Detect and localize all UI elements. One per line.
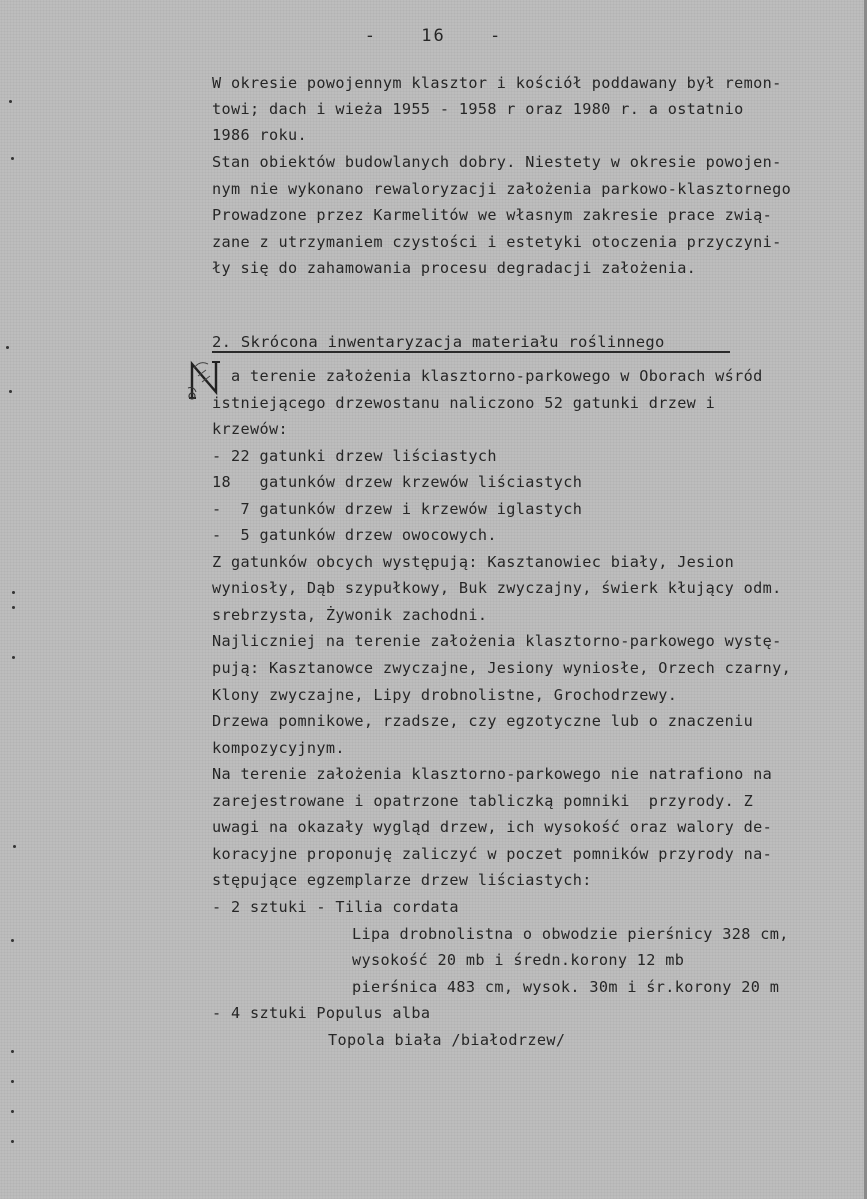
body-line: Na terenie założenia klasztorno-parkowego nie natrafiono na (212, 765, 773, 783)
body-line: kompozycyjnym. (212, 739, 345, 757)
body-line: pują: Kasztanowce zwyczajne, Jesiony wyniosłe, Orzech czarny, (212, 659, 792, 677)
list-item: - 7 gatunków drzew i krzewów iglastych (212, 500, 583, 518)
body-line: zarejestrowane i opatrzone tabliczką pomniki przyrody. Z (212, 792, 754, 810)
body-line: srebrzysta, Żywonik zachodni. (212, 606, 488, 624)
paragraph-line: W okresie powojennym klasztor i kościół poddawany był remon- (212, 74, 782, 92)
scan-speck (12, 591, 15, 594)
indented-line: Topola biała /białodrzew/ (328, 1031, 566, 1049)
scan-speck (12, 656, 15, 659)
list-item: - 5 gatunków drzew owocowych. (212, 526, 497, 544)
paragraph-line: zane z utrzymaniem czystości i estetyki otoczenia przyczyni- (212, 233, 782, 251)
section-heading: 2. Skrócona inwentaryzacja materiału roślinnego (212, 333, 665, 351)
body-line: istniejącego drzewostanu naliczono 52 gatunki drzew i (212, 394, 716, 412)
body-line: koracyjne proponuję zaliczyć w poczet pomników przyrody na- (212, 845, 773, 863)
paragraph-line: ły się do zahamowania procesu degradacji założenia. (212, 259, 697, 277)
body-line: stępujące egzemplarze drzew liściastych: (212, 871, 592, 889)
heading-underline (212, 351, 730, 353)
paragraph-line: Stan obiektów budowlanych dobry. Niestety w okresie powojen- (212, 153, 782, 171)
body-line: krzewów: (212, 420, 288, 438)
scan-speck (6, 346, 9, 349)
body-line: Z gatunków obcych występują: Kasztanowiec biały, Jesion (212, 553, 735, 571)
scan-speck (11, 939, 14, 942)
scan-speck (11, 1110, 14, 1113)
scan-speck (11, 1080, 14, 1083)
paragraph-line: 1986 roku. (212, 126, 307, 144)
scan-speck (9, 390, 12, 393)
page-number: - 16 - (364, 26, 503, 46)
paragraph-line: nym nie wykonano rewaloryzacji założenia parkowo-klasztornego (212, 180, 792, 198)
scan-speck (13, 845, 16, 848)
scan-speck (9, 100, 12, 103)
paragraph-line: towi; dach i wieża 1955 - 1958 r oraz 1980 r. a ostatnio (212, 100, 744, 118)
indented-line: wysokość 20 mb i średn.korony 12 mb (352, 951, 685, 969)
body-line: Drzewa pomnikowe, rzadsze, czy egzotyczne lub o znaczeniu (212, 712, 754, 730)
indented-line: pierśnica 483 cm, wysok. 30m i śr.korony 20 m (352, 978, 780, 996)
scan-speck (11, 157, 14, 160)
body-line: wyniosły, Dąb szypułkowy, Buk zwyczajny, świerk kłujący odm. (212, 579, 782, 597)
scan-speck (11, 1050, 14, 1053)
list-item: - 4 sztuki Populus alba (212, 1004, 431, 1022)
paragraph-line: Prowadzone przez Karmelitów we własnym zakresie prace zwią- (212, 206, 773, 224)
scan-speck (11, 1140, 14, 1143)
indented-line: Lipa drobnolistna o obwodzie pierśnicy 328 cm, (352, 925, 789, 943)
scan-speck (12, 606, 15, 609)
list-item: - 22 gatunki drzew liściastych (212, 447, 497, 465)
list-item: 18 gatunków drzew krzewów liściastych (212, 473, 583, 491)
list-item: - 2 sztuki - Tilia cordata (212, 898, 459, 916)
body-line: uwagi na okazały wygląd drzew, ich wysokość oraz walory de- (212, 818, 773, 836)
body-line: a terenie założenia klasztorno-parkowego w Oborach wśród (212, 367, 763, 385)
body-line: Najliczniej na terenie założenia klasztorno-parkowego wystę- (212, 632, 782, 650)
body-line: Klony zwyczajne, Lipy drobnolistne, Grochodrzewy. (212, 686, 678, 704)
